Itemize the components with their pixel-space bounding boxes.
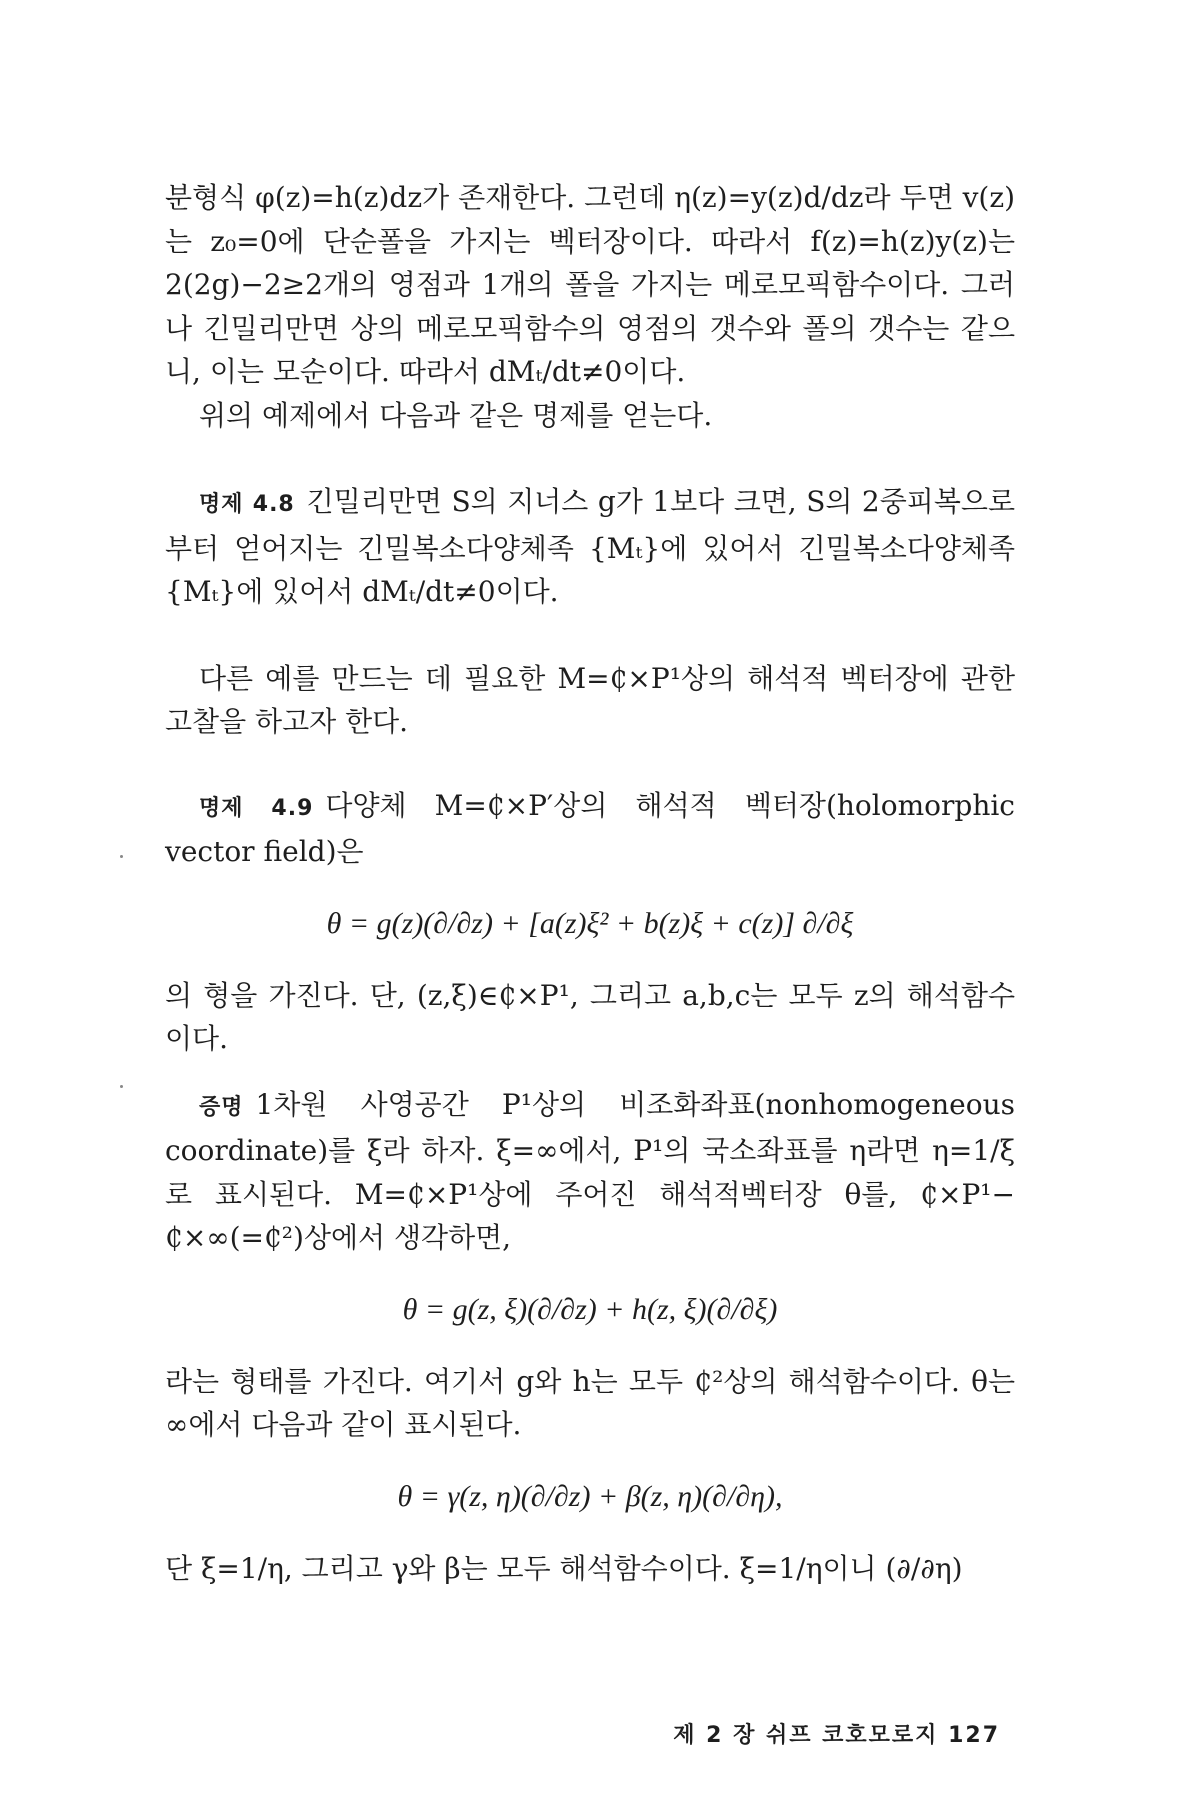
- paragraph-example: 다른 예를 만드는 데 필요한 M=₵×P¹상의 해석적 벡터장에 관한 고찰을 하고자 한다.: [165, 661, 1015, 738]
- paragraph-intro: 위의 예제에서 다음과 같은 명제를 얻는다.: [199, 398, 713, 432]
- paragraph-continued: 분형식 φ(z)=h(z)dz가 존재한다. 그런데 η(z)=y(z)d/dz라 두면 v(z)는 z₀=0에 단순폴을 가지는 벡터장이다. 따라서 f(z)=h(z)y(z)는 2(2g)−2≥2개의 영점과 1개의 폴을 가지는 메로모픽함수이다. 그러나 긴밀리만면 상의 메로모픽함수의 영점의 갯수와 폴의 갯수는 같으니, 이는 모순이다. 따라서 dMₜ/dt≠0이다.: [165, 181, 1015, 388]
- running-footer: 제 2 장 쉬프 코호모로지 127: [673, 1723, 1000, 1748]
- paragraph-form-two: 라는 형태를 가진다. 여기서 g와 h는 모두 ₵²상의 해석함수이다. θ는 ∞에서 다음과 같이 표시된다.: [165, 1364, 1015, 1441]
- proposition-4-9: [165, 784, 1015, 874]
- paragraph-form: 의 형을 가진다. 단, (z,ξ)∈₵×P¹, 그리고 a,b,c는 모두 z의 해석함수이다.: [165, 978, 1015, 1055]
- scan-speck: [120, 855, 123, 858]
- formula-vector-field: θ = g(z)(∂/∂z) + [a(z)ξ² + b(z)ξ + c(z)] ∂/∂ξ: [326, 906, 854, 940]
- proposition-4-9-label: 명제 4.9: [199, 795, 314, 821]
- page-content: [165, 176, 1015, 1590]
- paragraph-conclusion: 단 ξ=1/η, 그리고 γ와 β는 모두 해석함수이다. ξ=1/η이니 (∂/∂η): [165, 1551, 963, 1585]
- proposition-4-8-text: 긴밀리만면 S의 지너스 g가 1보다 크면, S의 2중피복으로부터 얻어지는 긴밀복소다양체족 {Mₜ}에 있어서 긴밀복소다양체족 {Mₜ}에 있어서 dMₜ/dt≠0이다.: [165, 485, 1015, 608]
- proof-label: 증명: [199, 1094, 244, 1120]
- proposition-4-8-label: 명제 4.8: [199, 492, 295, 517]
- proof-paragraph: [165, 1083, 1015, 1260]
- scan-speck: [120, 1085, 123, 1088]
- proposition-4-8: [165, 480, 1015, 614]
- formula-theta-chart: θ = g(z, ξ)(∂/∂z) + h(z, ξ)(∂/∂ξ): [402, 1292, 778, 1326]
- proposition-4-9-text: 다양체 M=₵×P′상의 해석적 벡터장(holomorphic vector field)은: [165, 788, 1015, 868]
- proof-text: 1차원 사영공간 P¹상의 비조화좌표(nonhomogeneous coordinate)를 ξ라 하자. ξ=∞에서, P¹의 국소좌표를 η라면 η=1/ξ로 표시된다. M=₵×P¹상에 주어진 해석적벡터장 θ를, ₵×P¹−₵×∞(=₵²)상에서 생각하면,: [165, 1087, 1015, 1254]
- formula-theta-infinity: θ = γ(z, η)(∂/∂z) + β(z, η)(∂/∂η),: [397, 1479, 783, 1513]
